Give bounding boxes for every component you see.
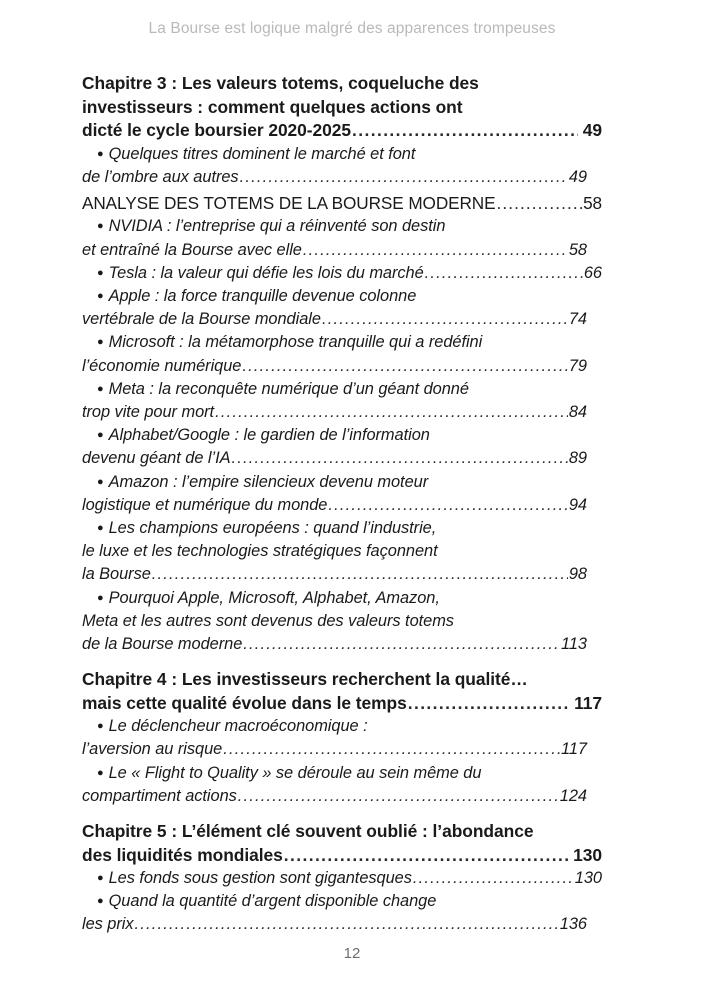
bullet-icon: ● bbox=[97, 522, 104, 535]
toc-line bbox=[82, 738, 587, 761]
toc-entry-text: Amazon : l’empire silencieux devenu moteur bbox=[108, 472, 429, 491]
toc-entry-text: des liquidités mondiales bbox=[82, 844, 283, 865]
toc-page-number: 84 bbox=[568, 403, 587, 422]
table-of-contents bbox=[82, 72, 602, 937]
toc-subentry[interactable] bbox=[82, 471, 602, 517]
toc-page-number: 113 bbox=[561, 635, 587, 654]
toc-line bbox=[82, 72, 602, 96]
toc-entry-text: le luxe et les technologies stratégiques façonnent bbox=[82, 542, 438, 561]
toc-entry-text: investisseurs : comment quelques actions ont bbox=[82, 96, 463, 117]
toc-line bbox=[97, 517, 602, 540]
toc-entry-text: Pourquoi Apple, Microsoft, Alphabet, Amazon, bbox=[108, 588, 440, 607]
bullet-icon: ● bbox=[97, 895, 104, 908]
toc-line bbox=[82, 668, 602, 692]
toc-entry-text: Meta et les autres sont devenus des valeurs totems bbox=[82, 611, 454, 630]
toc-line bbox=[97, 331, 602, 354]
leader-dots bbox=[496, 192, 582, 216]
toc-entry-text: Tesla : la valeur qui défie les lois du marché bbox=[108, 263, 424, 282]
toc-line bbox=[82, 633, 587, 656]
toc-line bbox=[82, 119, 602, 143]
bullet-icon: ● bbox=[97, 591, 104, 604]
toc-subentry[interactable] bbox=[82, 215, 602, 261]
toc-entry-text: Alphabet/Google : le gardien de l’information bbox=[108, 426, 430, 445]
toc-line bbox=[97, 587, 602, 610]
toc-entry-text: trop vite pour mort bbox=[82, 403, 215, 422]
toc-page-number: 66 bbox=[583, 263, 602, 282]
toc-subentry[interactable] bbox=[82, 715, 602, 761]
toc-entry-text: la Bourse bbox=[82, 565, 151, 584]
toc-page-number: 49 bbox=[568, 167, 587, 186]
toc-entry-text: ANALYSE DES TOTEMS DE LA BOURSE MODERNE bbox=[82, 192, 496, 213]
toc-subentry[interactable] bbox=[82, 424, 602, 470]
bullet-icon: ● bbox=[97, 475, 104, 488]
toc-page-number: 98 bbox=[568, 565, 587, 584]
toc-line bbox=[82, 844, 602, 868]
toc-entry-text: dicté le cycle boursier 2020-2025 bbox=[82, 120, 352, 140]
bullet-icon: ● bbox=[97, 766, 104, 779]
toc-entry-text: Les fonds sous gestion sont gigantesques bbox=[108, 869, 412, 888]
toc-page-number: 58 bbox=[583, 192, 602, 213]
toc-page-number: 124 bbox=[559, 786, 587, 805]
toc-section-analyse[interactable] bbox=[82, 192, 602, 216]
bullet-icon: ● bbox=[97, 266, 104, 279]
toc-line bbox=[82, 192, 602, 216]
toc-subentry[interactable] bbox=[82, 143, 602, 189]
toc-line bbox=[82, 401, 587, 424]
toc-subentry[interactable] bbox=[82, 285, 602, 331]
toc-page-number: 89 bbox=[568, 449, 587, 468]
bullet-icon: ● bbox=[97, 872, 104, 885]
toc-page-number: 136 bbox=[559, 915, 587, 934]
toc-entry-text: les prix bbox=[82, 915, 134, 934]
toc-line bbox=[97, 143, 602, 166]
toc-subentry[interactable] bbox=[82, 890, 602, 936]
toc-line bbox=[82, 913, 587, 936]
toc-subentry[interactable] bbox=[82, 378, 602, 424]
toc-line bbox=[82, 96, 602, 120]
toc-entry-text: Chapitre 5 : L’élément clé souvent oublié : l’abondance bbox=[82, 821, 534, 842]
toc-entry-text: Quand la quantité d’argent disponible change bbox=[108, 892, 437, 911]
toc-page-number: 49 bbox=[582, 120, 602, 140]
toc-entry-text: devenu géant de l’IA bbox=[82, 449, 231, 468]
toc-entry-text: Chapitre 4 : Les investisseurs recherchent la qualité… bbox=[82, 669, 528, 690]
toc-line bbox=[97, 424, 602, 447]
toc-subentry[interactable] bbox=[82, 587, 602, 657]
toc-chapter-5[interactable] bbox=[82, 820, 602, 867]
toc-line bbox=[97, 715, 602, 738]
toc-line bbox=[82, 540, 587, 563]
leader-dots bbox=[328, 494, 568, 517]
toc-line bbox=[97, 867, 602, 890]
toc-entry-text: Apple : la force tranquille devenue colonne bbox=[108, 287, 417, 306]
toc-entry-text: de la Bourse moderne bbox=[82, 635, 243, 654]
leader-dots bbox=[152, 563, 568, 586]
toc-line bbox=[97, 285, 602, 308]
bullet-icon: ● bbox=[97, 290, 104, 303]
bullet-icon: ● bbox=[97, 429, 104, 442]
toc-line bbox=[97, 890, 602, 913]
bullet-icon: ● bbox=[97, 336, 104, 349]
bullet-icon: ● bbox=[97, 382, 104, 395]
leader-dots bbox=[238, 785, 559, 808]
toc-entry-text: Le déclencheur macroéconomique : bbox=[108, 717, 368, 736]
toc-page-number: 79 bbox=[568, 356, 587, 375]
toc-page-number: 117 bbox=[561, 740, 587, 759]
toc-line bbox=[82, 563, 587, 586]
toc-chapter-4[interactable] bbox=[82, 668, 602, 715]
bullet-icon: ● bbox=[97, 220, 104, 233]
toc-entry-text: Meta : la reconquête numérique d’un géant donné bbox=[108, 379, 469, 398]
leader-dots bbox=[303, 239, 568, 262]
leader-dots bbox=[243, 633, 560, 656]
toc-entry-text: de l’ombre aux autres bbox=[82, 167, 239, 186]
toc-entry-text: NVIDIA : l’entreprise qui a réinventé son destin bbox=[108, 217, 446, 236]
toc-subentry[interactable] bbox=[97, 867, 602, 890]
leader-dots bbox=[215, 401, 568, 424]
toc-line bbox=[82, 239, 587, 262]
toc-page-number: 130 bbox=[573, 844, 602, 865]
running-head: La Bourse est logique malgré des apparences trompeuses bbox=[148, 20, 556, 37]
leader-dots bbox=[231, 447, 567, 470]
toc-line bbox=[97, 471, 602, 494]
leader-dots bbox=[284, 844, 568, 868]
toc-line bbox=[82, 355, 587, 378]
toc-page-number: 117 bbox=[574, 692, 602, 713]
toc-line bbox=[82, 166, 587, 189]
toc-entry-text: l’économie numérique bbox=[82, 356, 242, 375]
toc-entry-text: Microsoft : la métamorphose tranquille qui a redéfini bbox=[108, 333, 483, 352]
toc-page-number: 130 bbox=[574, 869, 602, 888]
leader-dots bbox=[322, 308, 568, 331]
toc-line bbox=[82, 447, 587, 470]
page-folio: 12 bbox=[343, 945, 361, 962]
leader-dots bbox=[408, 692, 569, 716]
toc-line bbox=[97, 378, 602, 401]
toc-entry-text: mais cette qualité évolue dans le temps bbox=[82, 692, 407, 713]
toc-entry-text: Chapitre 3 : Les valeurs totems, coqueluche des bbox=[82, 73, 479, 93]
leader-dots bbox=[352, 119, 578, 143]
leader-dots bbox=[240, 166, 568, 189]
toc-line bbox=[97, 762, 602, 785]
toc-line bbox=[82, 785, 587, 808]
toc-page-number: 58 bbox=[568, 240, 587, 259]
toc-line bbox=[82, 308, 587, 331]
toc-entry-text: Quelques titres dominent le marché et font bbox=[108, 144, 416, 163]
leader-dots bbox=[413, 867, 574, 890]
toc-page-number: 94 bbox=[568, 495, 587, 514]
toc-entry-text: Le « Flight to Quality » se déroule au sein même du bbox=[108, 763, 482, 782]
toc-entry-text: vertébrale de la Bourse mondiale bbox=[82, 310, 321, 329]
leader-dots bbox=[223, 738, 560, 761]
leader-dots bbox=[135, 913, 559, 936]
toc-entry-text: l’aversion au risque bbox=[82, 740, 223, 759]
toc-entry-text: logistique et numérique du monde bbox=[82, 495, 328, 514]
toc-line bbox=[97, 215, 602, 238]
toc-entry-text: et entraîné la Bourse avec elle bbox=[82, 240, 302, 259]
toc-line bbox=[97, 262, 602, 285]
toc-line bbox=[82, 494, 587, 517]
leader-dots bbox=[425, 262, 583, 285]
toc-line bbox=[82, 692, 602, 716]
toc-page-number: 74 bbox=[568, 310, 587, 329]
toc-subentry[interactable] bbox=[82, 762, 602, 808]
toc-entry-text: Les champions européens : quand l’industrie, bbox=[108, 519, 437, 538]
toc-line bbox=[82, 820, 602, 844]
toc-subentry[interactable] bbox=[82, 331, 602, 377]
toc-line bbox=[82, 610, 587, 633]
toc-entry-text: compartiment actions bbox=[82, 786, 237, 805]
toc-subentry[interactable] bbox=[97, 262, 602, 285]
bullet-icon: ● bbox=[97, 720, 104, 733]
toc-chapter-3[interactable] bbox=[82, 72, 602, 143]
bullet-icon: ● bbox=[97, 147, 104, 160]
toc-subentry[interactable] bbox=[82, 517, 602, 587]
leader-dots bbox=[242, 355, 568, 378]
